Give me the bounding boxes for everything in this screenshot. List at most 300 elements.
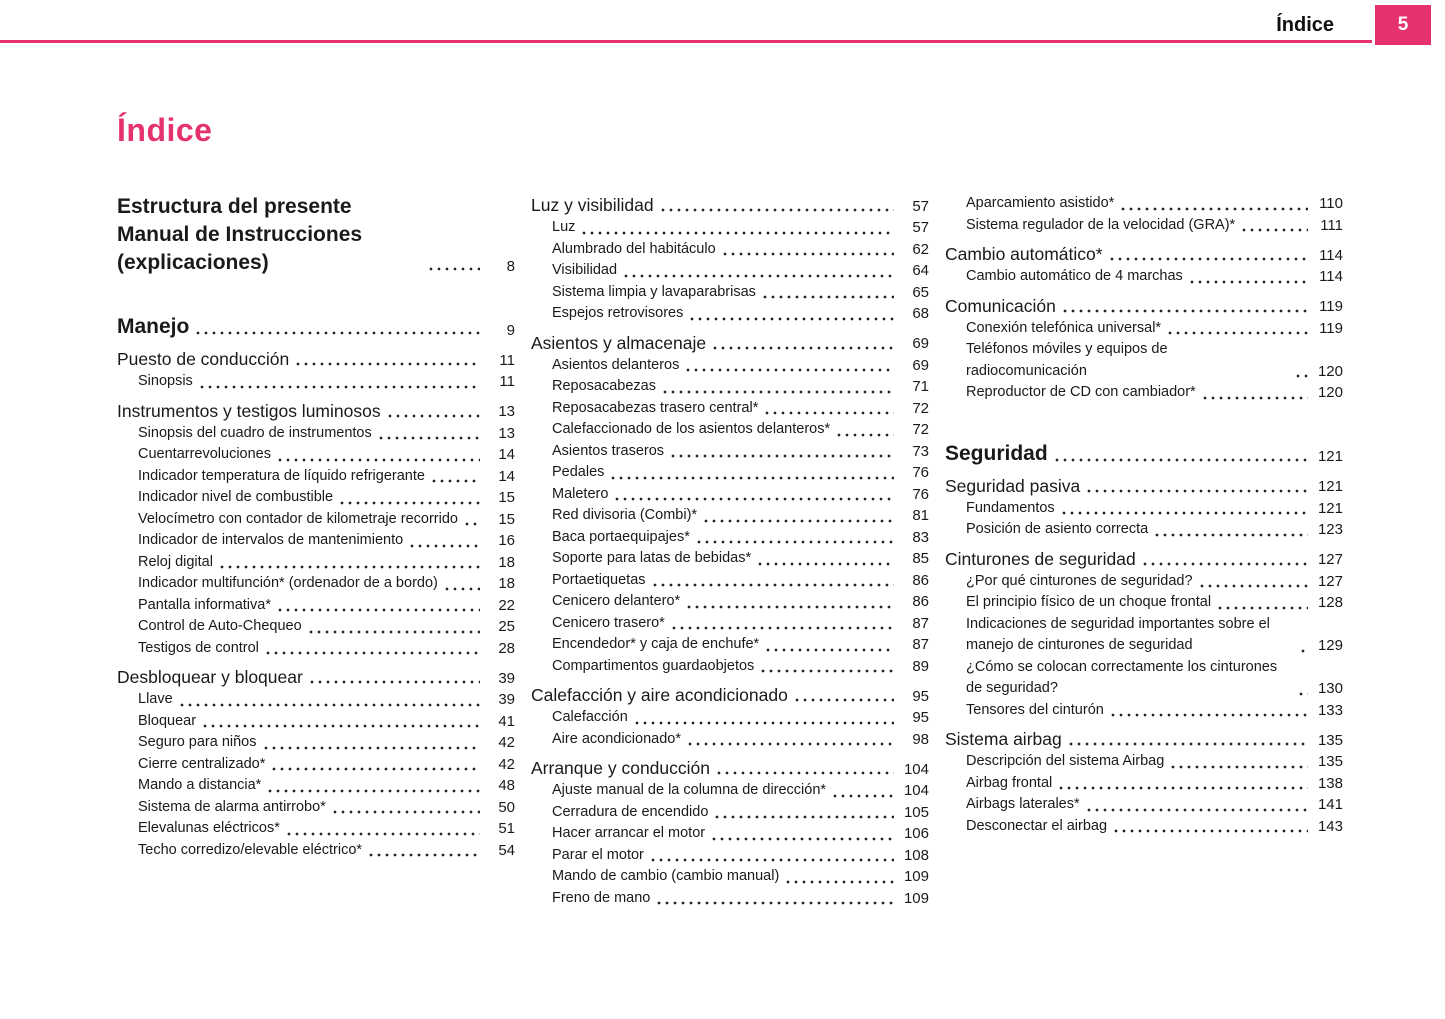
toc-entry [117,595,515,617]
toc-entry-label: Espejos retrovisores [552,305,684,321]
toc-entry-label: Posición de asiento correcta [966,521,1149,537]
toc-entry-label: Asientos delanteros [552,356,680,373]
toc-entry-label: Airbags laterales* [966,796,1080,812]
dot-leader [1057,786,1308,790]
dot-leader [1166,331,1308,335]
toc-entry-label: Sistema limpia y lavaparabrisas [552,283,756,300]
toc-entry-page: 76 [912,485,929,503]
toc-entry-label: Cuentarrevoluciones [138,446,271,462]
dot-leader [307,630,480,634]
toc-entry-label: Sistema regulador de la velocidad (GRA)* [966,216,1236,233]
toc-entry-page: 119 [1319,319,1343,337]
dot-leader [609,476,894,480]
toc-entry-page: 130 [1317,680,1343,697]
toc-entry-page: 64 [912,262,929,279]
dot-leader [194,331,480,335]
toc-entry-label: El principio físico de un choque frontal [966,594,1212,610]
toc-entry-page: 76 [912,464,929,481]
toc-entry-label: Elevalunas eléctricos* [138,820,280,836]
toc-entry-page: 129 [1317,637,1343,654]
toc-entry-page: 89 [912,657,929,675]
toc-column-1 [117,193,515,909]
toc-entry-label: Cenicero delantero* [552,593,681,609]
toc-entry [945,242,1343,266]
page-header [0,0,1445,48]
toc-entry-page: 15 [498,510,515,528]
toc-entry-page: 9 [506,321,515,339]
toc-entry [945,318,1343,340]
toc-entry-page: 127 [1317,551,1343,568]
toc-entry [531,462,929,484]
dot-leader [1153,533,1308,537]
dot-leader [1085,489,1308,493]
header-rule [0,40,1372,43]
toc-entry-page: 95 [912,709,929,726]
toc-entry-label: Red divisoria (Combi)* [552,507,698,523]
toc-entry-page: 123 [1317,521,1343,538]
toc-entry-page: 108 [903,846,929,864]
toc-entry-label: Conexión telefónica universal* [966,319,1162,336]
dot-leader [308,680,480,684]
toc-entry-label: Cenicero trasero* [552,614,665,631]
dot-leader [266,789,480,793]
dot-leader [463,522,480,526]
dot-leader [443,587,480,591]
dot-leader [1299,649,1308,653]
dot-leader [580,231,894,235]
toc-entry [531,823,929,845]
toc-entry [945,474,1343,498]
toc-entry [117,399,515,423]
table-of-contents [117,193,1445,909]
toc-entry [945,339,1343,382]
toc-entry [531,484,929,506]
toc-entry-page: 11 [499,351,515,369]
dot-leader [715,771,894,775]
toc-entry-page: 105 [903,803,929,821]
toc-entry [531,303,929,325]
toc-entry-label: Compartimentos guardaobjetos [552,657,755,674]
toc-entry [117,573,515,595]
dot-leader [831,794,894,798]
toc-entry-page: 65 [912,283,929,301]
toc-entry-label: Indicador de intervalos de mantenimiento [138,532,404,548]
toc-entry [531,866,929,888]
toc-entry [117,552,515,574]
toc-entry-label: ¿Por qué cinturones de seguridad? [966,572,1193,589]
toc-entry [531,683,929,707]
toc-entry-label: Testigos de control [138,639,259,656]
toc-entry-label: Calefacción y aire acondicionado [531,685,788,705]
toc-entry [117,638,515,660]
dot-leader [649,858,894,862]
dot-leader [622,274,894,278]
dot-leader [1053,458,1308,462]
toc-entry [531,570,929,592]
dot-leader [713,815,894,819]
toc-entry [117,840,515,862]
toc-entry-page: 13 [498,424,515,442]
page-number-box [1375,5,1431,45]
dot-leader [1294,374,1308,378]
dot-leader [218,565,480,569]
toc-entry-label: Arranque y conducción [531,758,710,778]
document-title: Índice [117,112,213,148]
dot-leader [1112,829,1308,833]
toc-entry-page: 120 [1317,362,1343,380]
toc-entry-label: Hacer arrancar el motor [552,825,706,841]
toc-entry-label: Asientos traseros [552,442,665,459]
toc-entry [945,519,1343,541]
toc-entry [531,527,929,549]
dot-leader [659,208,894,212]
toc-entry-page: 85 [912,550,929,567]
dot-leader [294,362,480,366]
toc-entry-label: Parar el motor [552,846,644,863]
toc-entry-label: Indicaciones de seguridad importantes sobre el manejo de cinturones de seguridad [966,615,1270,653]
toc-entry-label: Cierre centralizado* [138,755,266,772]
toc-entry-page: 39 [498,691,515,708]
toc-entry [531,591,929,613]
toc-entry [531,656,929,678]
toc-entry-page: 42 [498,755,515,773]
toc-entry-page: 42 [498,734,515,751]
toc-entry-page: 83 [912,528,929,546]
toc-entry [117,818,515,840]
header-title: Índice [1276,14,1334,36]
dot-leader [1119,207,1308,211]
toc-entry-label: Teléfonos móviles y equipos de radiocomunicación [966,341,1168,379]
toc-entry [945,215,1343,237]
toc-entry-page: 14 [498,446,515,463]
toc-column-3 [945,193,1343,909]
toc-entry [531,634,929,656]
dot-leader [669,454,894,458]
toc-entry-page: 111 [1320,216,1343,234]
dot-leader [1060,511,1308,515]
toc-entry-page: 104 [903,782,929,799]
dot-leader [285,832,480,836]
dot-leader [702,519,894,523]
toc-entry-label: Maletero [552,485,609,502]
toc-entry-page: 109 [903,889,929,907]
toc-entry-page: 57 [912,197,929,215]
dot-leader [793,698,894,702]
toc-entry-page: 114 [1319,246,1343,264]
dot-leader [408,544,480,548]
dot-leader [1169,765,1308,769]
toc-entry-page: 18 [498,553,515,571]
toc-entry-label: Techo corredizo/elevable eléctrico* [138,841,363,858]
toc-entry-label: Manejo [117,315,190,338]
toc-entry-page: 121 [1317,499,1343,517]
toc-entry-page: 143 [1317,817,1343,835]
toc-entry-label: Luz y visibilidad [531,195,654,215]
toc-entry [945,294,1343,318]
toc-entry-page: 28 [498,639,515,657]
toc-entry-page: 135 [1317,731,1343,749]
toc-entry [531,376,929,398]
dot-leader [1108,257,1308,261]
toc-entry-page: 106 [903,825,929,842]
toc-entry-label: Instrumentos y testigos luminosos [117,400,381,421]
toc-entry [945,816,1343,838]
dot-leader [1188,280,1308,284]
dot-leader [386,414,480,418]
toc-entry-page: 62 [912,240,929,258]
toc-entry-label: Indicador nivel de combustible [138,489,334,505]
dot-leader [1297,692,1308,696]
toc-entry-page: 135 [1317,753,1343,770]
toc-entry-label: Cinturones de seguridad [945,548,1136,569]
toc-entry-label: Reloj digital [138,553,213,570]
toc-entry [117,487,515,509]
toc-entry-label: Estructura del presente Manual de Instrucciones (explicaciones) [117,195,363,274]
toc-entry-page: 15 [498,489,515,506]
toc-entry-page: 119 [1319,298,1343,315]
toc-entry [945,751,1343,773]
toc-entry [945,773,1343,795]
toc-entry [531,260,929,282]
toc-entry [531,441,929,463]
toc-entry-page: 72 [912,399,929,417]
toc-entry [117,732,515,754]
toc-entry-page: 57 [912,219,929,236]
dot-leader [276,608,480,612]
toc-entry-label: Llave [138,691,173,707]
toc-entry-label: Reposacabezas [552,378,656,394]
toc-entry-page: 128 [1317,594,1343,611]
toc-entry-page: 133 [1317,701,1343,719]
dot-leader [759,669,894,673]
toc-entry-label: Puesto de conducción [117,349,290,369]
page-number: 5 [1397,14,1409,35]
dot-leader [1240,228,1308,232]
toc-entry [117,689,515,711]
toc-entry-label: Aire acondicionado* [552,730,681,747]
toc-entry [945,193,1343,215]
toc-entry [531,756,929,780]
toc-entry-label: Calefacción [552,709,628,725]
toc-entry-label: Reposacabezas trasero central* [552,399,759,416]
toc-entry-label: Calefaccionado de los asientos delanteros* [552,421,831,437]
dot-leader [651,583,894,587]
toc-entry-label: Sistema de alarma antirrobo* [138,798,326,815]
toc-entry-label: Visibilidad [552,262,618,278]
toc-entry-label: Seguridad pasiva [945,475,1081,496]
toc-entry [945,498,1343,520]
toc-entry-page: 14 [498,467,515,485]
dot-leader [338,501,480,505]
toc-entry [117,711,515,733]
toc-entry [117,754,515,776]
dot-leader [688,317,894,321]
toc-entry-label: Fundamentos [966,499,1055,516]
dot-leader [684,368,894,372]
toc-entry [531,398,929,420]
toc-entry [945,657,1343,700]
toc-entry-page: 110 [1319,195,1343,212]
toc-entry-page: 120 [1317,384,1343,401]
toc-entry-label: Bloquear [138,712,197,729]
toc-entry-label: Indicador temperatura de líquido refrigerante [138,467,425,484]
toc-entry [531,239,929,261]
dot-leader [367,853,480,857]
toc-entry-page: 71 [912,378,929,395]
toc-entry [117,371,515,393]
dot-leader [178,703,480,707]
dot-leader [761,295,894,299]
dot-leader [613,497,894,501]
toc-entry [531,729,929,751]
dot-leader [784,880,894,884]
toc-entry-page: 48 [498,777,515,794]
dot-leader [1141,562,1308,566]
toc-entry [117,423,515,445]
toc-entry-page: 121 [1317,478,1343,495]
toc-entry [531,419,929,441]
dot-leader [1201,396,1308,400]
toc-entry-page: 13 [498,403,515,420]
toc-entry-page: 81 [912,507,929,524]
toc-entry-label: ¿Cómo se colocan correctamente los cinturones de seguridad? [966,658,1278,696]
toc-entry [117,444,515,466]
toc-entry-label: Baca portaequipajes* [552,528,690,545]
dot-leader [427,267,480,271]
dot-leader [710,837,894,841]
toc-entry-page: 86 [912,571,929,589]
dot-leader [270,767,480,771]
toc-entry-label: Cambio automático* [945,244,1103,264]
toc-entry [531,355,929,377]
toc-entry-page: 141 [1317,796,1343,813]
toc-entry-page: 68 [912,305,929,322]
dot-leader [262,746,481,750]
toc-entry-label: Control de Auto-Chequeo [138,618,302,634]
toc-entry [531,780,929,802]
toc-entry [945,571,1343,593]
toc-entry-label: Pantalla informativa* [138,596,271,613]
toc-entry-page: 121 [1317,448,1343,465]
toc-entry-page: 87 [912,614,929,632]
dot-leader [430,479,480,483]
dot-leader [1198,584,1308,588]
toc-entry-label: Pedales [552,464,605,480]
toc-entry-page: 11 [499,373,515,390]
toc-entry-page: 22 [498,596,515,614]
dot-leader [711,346,894,350]
toc-entry-page: 104 [903,760,929,778]
toc-entry-page: 41 [498,712,515,730]
toc-entry-label: Aparcamiento asistido* [966,195,1115,211]
dot-leader [1085,808,1308,812]
dot-leader [655,901,894,905]
dot-leader [661,390,894,394]
dot-leader [633,721,894,725]
toc-entry-label: Sinopsis del cuadro de instrumentos [138,424,372,441]
toc-entry [945,440,1343,468]
toc-entry-page: 69 [912,356,929,374]
toc-column-2 [531,193,929,909]
toc-entry-page: 127 [1317,572,1343,590]
dot-leader [264,651,480,655]
toc-entry [117,509,515,531]
toc-entry-label: Descripción del sistema Airbag [966,753,1165,769]
dot-leader [198,385,480,389]
toc-entry-label: Asientos y almacenaje [531,332,707,353]
toc-entry [945,266,1343,288]
toc-entry-page: 138 [1317,774,1343,792]
dot-leader [276,458,480,462]
toc-entry [531,193,929,217]
toc-entry [945,382,1343,404]
toc-entry [531,613,929,635]
toc-entry-label: Sistema airbag [945,729,1062,749]
toc-entry-label: Desconectar el airbag [966,817,1108,834]
toc-entry-label: Mando a distancia* [138,777,262,793]
toc-entry-label: Seguridad [945,441,1048,465]
toc-entry [117,347,515,371]
toc-entry [531,217,929,239]
toc-entry-label: Soporte para latas de bebidas* [552,550,752,566]
toc-entry-label: Cambio automático de 4 marchas [966,268,1183,284]
toc-entry [117,665,515,689]
toc-entry-page: 86 [912,593,929,610]
dot-leader [1109,713,1308,717]
dot-leader [670,626,894,630]
dot-leader [764,648,894,652]
toc-entry [531,548,929,570]
dot-leader [756,562,894,566]
toc-entry-label: Freno de mano [552,889,651,906]
toc-entry-page: 87 [912,636,929,653]
toc-entry-label: Airbag frontal [966,774,1053,791]
toc-entry-label: Indicador multifunción* (ordenador de a bordo) [138,575,438,591]
dot-leader [721,252,894,256]
toc-entry-page: 73 [912,442,929,460]
dot-leader [695,540,894,544]
dot-leader [201,724,480,728]
toc-entry-page: 50 [498,798,515,816]
toc-entry-label: Encendedor* y caja de enchufe* [552,636,760,652]
toc-entry [531,331,929,355]
toc-entry [531,802,929,824]
dot-leader [377,436,480,440]
toc-entry-page: 95 [912,687,929,705]
toc-entry [945,614,1343,657]
toc-entry-label: Mando de cambio (cambio manual) [552,868,780,884]
dot-leader [331,810,480,814]
toc-entry-page: 25 [498,618,515,635]
dot-leader [1216,606,1308,610]
toc-entry-page: 16 [498,532,515,549]
toc-entry [531,707,929,729]
toc-entry-label: Alumbrado del habitáculo [552,240,716,257]
dot-leader [1061,309,1308,313]
toc-entry [945,727,1343,751]
toc-entry-label: Desbloquear y bloquear [117,667,303,687]
toc-entry [117,466,515,488]
toc-entry-page: 114 [1319,268,1343,285]
toc-entry-page: 69 [912,335,929,352]
toc-entry-page: 54 [498,841,515,859]
toc-entry [945,700,1343,722]
toc-entry [945,794,1343,816]
toc-entry-page: 109 [903,868,929,885]
toc-entry-label: Seguro para niños [138,734,257,750]
dot-leader [835,433,894,437]
toc-entry [117,616,515,638]
